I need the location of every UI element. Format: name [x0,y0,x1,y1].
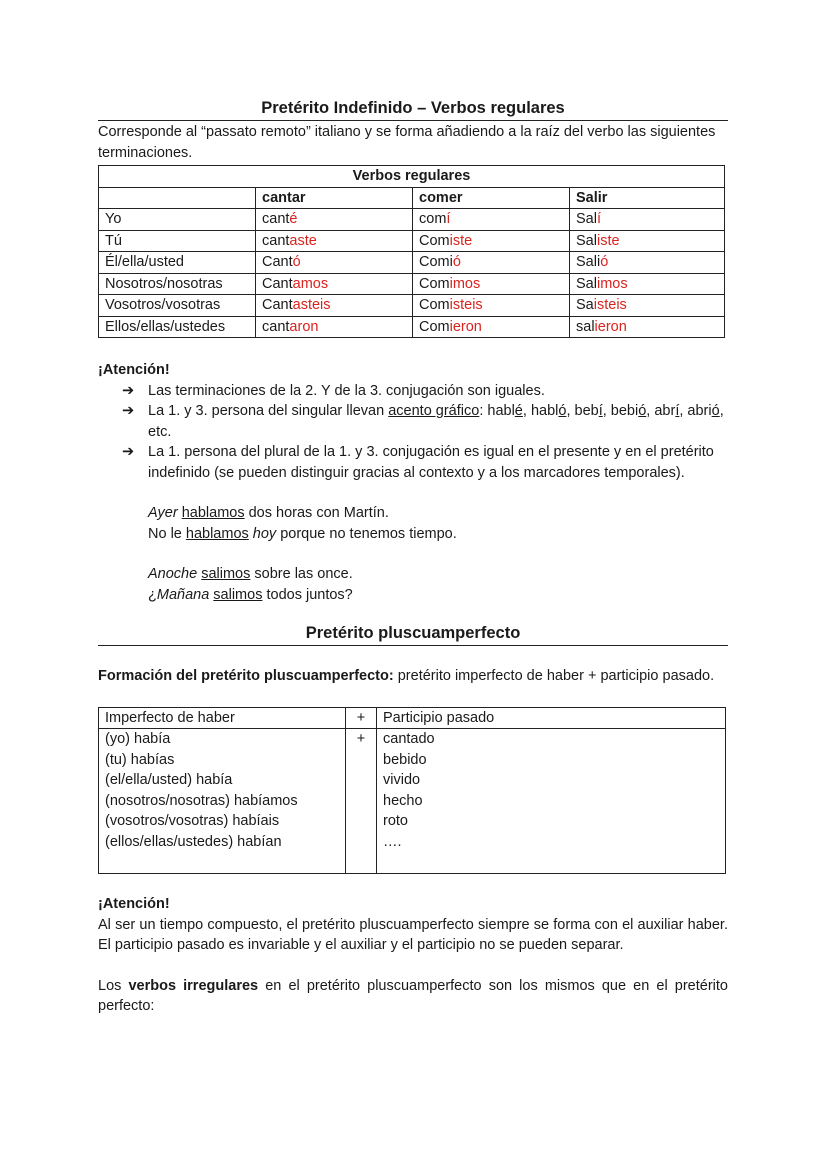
verb-ending: amos [292,275,329,292]
list-item: (ellos/ellas/ustedes) habían [105,833,282,850]
conj-cell [256,252,413,274]
punct: , etc. [148,403,724,440]
col-header-participio: Participio pasado [377,707,726,729]
verb-stem: Com [419,318,450,335]
verb-ending: iste [449,232,473,249]
table-row [99,295,725,317]
punct: : [479,403,488,419]
regular-verbs-table [98,165,725,338]
conj-cell [413,209,570,231]
attention-title-2: ¡Atención! [98,896,170,912]
punct: , [602,403,611,419]
list-item: cantado [383,731,435,747]
table-row [99,316,725,338]
arrow-right-icon: ➔ [122,444,135,460]
verb-ending: ó [600,254,609,270]
conj-cell [256,295,413,317]
example-word: abrí [654,403,680,419]
list-item: (vosotros/vosotras) habíais [105,813,280,829]
conj-cell [413,230,570,252]
plus-cell: + [346,729,377,874]
table-row [99,273,725,295]
verb-stem: cant [262,232,290,249]
verb-stem: Comi [419,254,453,270]
verb-ending: í [446,211,451,227]
list-item: (el/ella/usted) había [105,772,233,788]
example-word: abrió [687,403,720,419]
example-word: hablé [487,403,523,419]
verb-stem: com [419,211,447,227]
list-item: hecho [383,792,423,809]
conj-cell [413,316,570,338]
participle-forms [377,729,726,874]
verb-stem: Com [419,297,450,313]
verb-ending: ó [452,254,461,270]
verb-stem: Sal [576,211,597,227]
example-word: habló [530,403,567,419]
verb-ending: isteis [593,297,627,313]
pronoun-cell: Nosotros/nosotras [99,273,256,295]
header-empty [99,187,256,209]
pronoun-cell: Yo [99,209,256,231]
verb-stem: cant [262,318,290,335]
verb-stem: Cant [262,275,293,292]
example-sentence: ¿Mañana salimos todos juntos? [148,586,353,603]
conj-cell [413,295,570,317]
conj-cell [570,316,725,338]
verb-ending: asteis [292,297,331,313]
verb-stem: Sali [576,254,601,270]
haber-forms [99,729,346,874]
punct: , [566,403,575,419]
pluscuamperfecto-table [98,707,726,875]
list-item: roto [383,813,408,829]
example-sentence: No le hablamos hoy porque no tenemos tiempo. [148,525,457,542]
verb-ending: iste [596,232,620,249]
punct: , [679,403,688,419]
verb-ending: í [596,211,601,227]
punct: , [522,403,531,419]
list-item: (nosotros/nosotras) habíamos [105,792,298,809]
verb-stem: Cant [262,297,293,313]
pronoun-cell: Ellos/ellas/ustedes [99,316,256,338]
conj-cell [413,273,570,295]
punct: , [646,403,655,419]
col-header-haber: Imperfecto de haber [99,707,346,729]
verb-ending: é [289,211,298,227]
bullet-text: La 1. y 3. persona del singular llevan [148,403,389,419]
conj-cell [413,252,570,274]
example-sentence: Anoche salimos sobre las once. [148,566,353,582]
verb-stem: cant [262,211,290,227]
header-comer: comer [413,187,570,209]
section-title-indefinido: Pretérito Indefinido – Verbos regulares [261,99,565,117]
list-item: bebido [383,751,427,768]
example-word: bebió [610,403,647,419]
pronoun-cell: Vosotros/vosotras [99,295,256,317]
verb-stem: Sal [576,275,597,292]
conj-cell [570,273,725,295]
example-word: bebí [574,403,603,419]
verb-stem: Com [419,232,450,249]
pronoun-cell: Él/ella/usted [99,252,256,274]
list-item: vivido [383,772,421,788]
col-header-plus: + [346,707,377,729]
title-rule [98,120,728,121]
list-item [122,381,728,402]
arrow-right-icon: ➔ [122,403,135,419]
list-item [122,442,728,483]
conj-cell [570,230,725,252]
bullet-text: La 1. persona del plural de la 1. y 3. conjugación es igual en el presente y en el pretérito indefinido (se pueden distinguir gracias al contexto y a los marcadores temporales). [148,444,714,481]
section-title-pluscuamperfecto: Pretérito pluscuamperfecto [305,624,521,642]
conj-cell [256,209,413,231]
arrow-right-icon: ➔ [122,382,135,399]
conj-cell [570,295,725,317]
table-row [99,209,725,231]
irregular-paragraph: Los verbos irregulares en el pretérito pluscuamperfecto son los mismos que en el pretérito perfecto: [98,977,728,1014]
conj-cell [570,252,725,274]
verb-ending: ó [292,254,301,270]
verb-stem: Sal [576,232,597,249]
conj-cell [256,273,413,295]
table-row [99,230,725,252]
accent-term: acento gráfico [388,403,480,419]
verb-ending: aste [289,232,317,249]
verb-stem: Cant [262,254,293,270]
list-item: (tu) habías [105,751,175,768]
attention-list [122,381,728,484]
verb-ending: aron [289,318,319,335]
intro-paragraph: Corresponde al “passato remoto” italiano y se forma añadiendo a la raíz del verbo las siguientes terminaciones. [98,124,716,161]
conj-cell [570,209,725,231]
bullet-text: Las terminaciones de la 2. Y de la 3. conjugación son iguales. [148,382,545,399]
header-cantar: cantar [256,187,413,209]
table-caption: Verbos regulares [99,166,725,188]
verb-ending: isteis [449,297,483,313]
verb-stem: Com [419,275,450,292]
verb-ending: imos [449,275,481,292]
title-rule [98,645,728,646]
list-item [122,401,728,442]
formation-paragraph: Formación del pretérito pluscuamperfecto: pretérito imperfecto de haber + participio pasado. [98,668,715,684]
verb-ending: imos [596,275,628,292]
attention-paragraph: Al ser un tiempo compuesto, el pretérito pluscuamperfecto siempre se forma con el auxiliar haber. El participio pasado es invariable y el auxiliar y el participio no se pueden separar. [98,916,728,953]
verb-ending: ieron [449,318,482,335]
verb-ending: ieron [594,318,627,335]
conj-cell [256,316,413,338]
document-page [98,96,728,1017]
header-salir: Salir [570,187,725,209]
list-item: …. [383,833,402,850]
example-sentence: Ayer hablamos dos horas con Martín. [148,505,389,521]
pronoun-cell: Tú [99,230,256,252]
conj-cell [256,230,413,252]
verb-stem: Sa [576,297,594,313]
verb-stem: sal [576,318,595,335]
list-item: (yo) había [105,731,171,747]
table-row [99,252,725,274]
attention-title: ¡Atención! [98,362,170,378]
